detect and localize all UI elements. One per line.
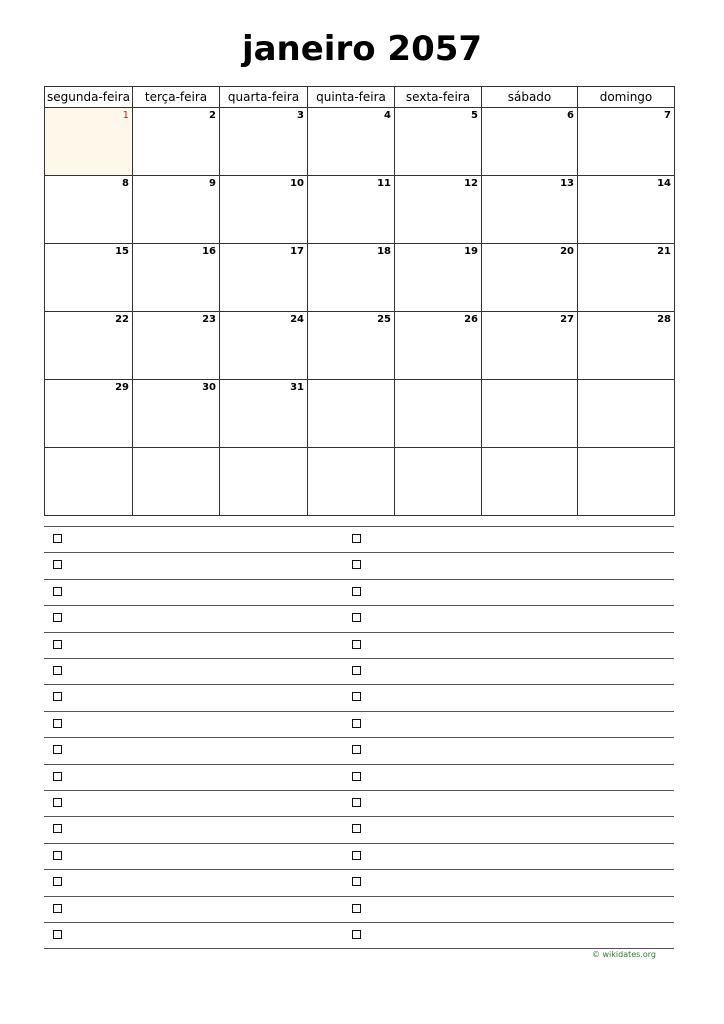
week-row bbox=[45, 312, 675, 380]
day-number: 30 bbox=[202, 382, 216, 393]
day-cell-empty bbox=[308, 448, 395, 516]
day-number bbox=[308, 380, 394, 382]
checklist-divider bbox=[44, 737, 674, 738]
day-cell[interactable] bbox=[395, 108, 482, 176]
day-cell-empty bbox=[395, 448, 482, 516]
checkbox[interactable] bbox=[352, 587, 361, 596]
day-number: 13 bbox=[560, 178, 574, 189]
week-row bbox=[45, 244, 675, 312]
day-number bbox=[395, 380, 481, 382]
day-number bbox=[578, 380, 674, 382]
weekday-header: sábado bbox=[482, 87, 578, 108]
checklist-divider bbox=[44, 764, 674, 765]
checklist-divider bbox=[44, 605, 674, 606]
day-cell[interactable] bbox=[220, 380, 308, 448]
checkbox[interactable] bbox=[352, 824, 361, 833]
weekday-header: quarta-feira bbox=[220, 87, 308, 108]
day-number: 20 bbox=[560, 246, 574, 257]
day-cell[interactable] bbox=[133, 244, 220, 312]
day-number bbox=[308, 448, 394, 450]
checkbox[interactable] bbox=[352, 745, 361, 754]
day-number: 3 bbox=[297, 110, 304, 121]
checkbox[interactable] bbox=[352, 719, 361, 728]
checkbox[interactable] bbox=[53, 798, 62, 807]
checkbox[interactable] bbox=[53, 692, 62, 701]
day-number: 1 bbox=[122, 110, 129, 121]
checklist-divider bbox=[44, 843, 674, 844]
day-number: 7 bbox=[664, 110, 671, 121]
day-cell-empty bbox=[578, 380, 675, 448]
checkbox[interactable] bbox=[53, 613, 62, 622]
day-number: 14 bbox=[657, 178, 671, 189]
day-number: 12 bbox=[464, 178, 478, 189]
day-cell-empty bbox=[45, 448, 133, 516]
checklist-divider bbox=[44, 658, 674, 659]
checkbox[interactable] bbox=[53, 851, 62, 860]
checkbox[interactable] bbox=[53, 587, 62, 596]
day-cell[interactable] bbox=[482, 108, 578, 176]
checklist-divider bbox=[44, 816, 674, 817]
day-cell[interactable] bbox=[133, 312, 220, 380]
day-cell[interactable] bbox=[395, 176, 482, 244]
day-number: 16 bbox=[202, 246, 216, 257]
week-row bbox=[45, 108, 675, 176]
day-cell[interactable] bbox=[45, 244, 133, 312]
day-number: 15 bbox=[115, 246, 129, 257]
day-cell[interactable] bbox=[395, 244, 482, 312]
weekday-header: sexta-feira bbox=[395, 87, 482, 108]
calendar-grid bbox=[44, 86, 675, 516]
day-cell[interactable] bbox=[578, 108, 675, 176]
day-number bbox=[482, 380, 577, 382]
checkbox[interactable] bbox=[352, 666, 361, 675]
checkbox[interactable] bbox=[352, 534, 361, 543]
week-row bbox=[45, 176, 675, 244]
day-number bbox=[395, 448, 481, 450]
checkbox[interactable] bbox=[352, 904, 361, 913]
checkbox[interactable] bbox=[352, 877, 361, 886]
footer-credit: © wikidates.org bbox=[591, 950, 656, 959]
checkbox[interactable] bbox=[53, 719, 62, 728]
day-cell[interactable] bbox=[578, 176, 675, 244]
day-cell[interactable] bbox=[482, 312, 578, 380]
checkbox[interactable] bbox=[53, 745, 62, 754]
day-cell[interactable] bbox=[133, 176, 220, 244]
checklist-divider bbox=[44, 684, 674, 685]
day-number: 5 bbox=[471, 110, 478, 121]
checkbox[interactable] bbox=[53, 824, 62, 833]
checklist-divider bbox=[44, 711, 674, 712]
checkbox[interactable] bbox=[53, 772, 62, 781]
day-number: 21 bbox=[657, 246, 671, 257]
day-number: 17 bbox=[290, 246, 304, 257]
day-cell[interactable] bbox=[308, 244, 395, 312]
day-number: 6 bbox=[567, 110, 574, 121]
day-number: 2 bbox=[209, 110, 216, 121]
day-number: 27 bbox=[560, 314, 574, 325]
checkbox[interactable] bbox=[352, 560, 361, 569]
day-number: 4 bbox=[384, 110, 391, 121]
day-cell-empty bbox=[578, 448, 675, 516]
checkbox[interactable] bbox=[53, 904, 62, 913]
page-title: janeiro 2057 bbox=[241, 29, 483, 69]
day-cell[interactable] bbox=[395, 312, 482, 380]
checkbox[interactable] bbox=[352, 692, 361, 701]
day-number bbox=[45, 448, 132, 450]
day-number bbox=[133, 448, 219, 450]
checkbox[interactable] bbox=[53, 666, 62, 675]
checklist-divider bbox=[44, 922, 674, 923]
day-cell[interactable] bbox=[220, 108, 308, 176]
checklist-divider bbox=[44, 632, 674, 633]
day-cell-empty bbox=[482, 380, 578, 448]
day-cell[interactable] bbox=[45, 312, 133, 380]
day-number: 8 bbox=[122, 178, 129, 189]
day-number: 9 bbox=[209, 178, 216, 189]
day-number: 24 bbox=[290, 314, 304, 325]
day-cell[interactable] bbox=[308, 108, 395, 176]
day-number: 29 bbox=[115, 382, 129, 393]
checkbox[interactable] bbox=[352, 772, 361, 781]
day-number bbox=[220, 448, 307, 450]
week-row bbox=[45, 448, 675, 516]
day-number: 22 bbox=[115, 314, 129, 325]
checkbox[interactable] bbox=[352, 798, 361, 807]
checkbox[interactable] bbox=[53, 930, 62, 939]
checklist-divider bbox=[44, 790, 674, 791]
checklist-divider bbox=[44, 869, 674, 870]
checklist-divider bbox=[44, 526, 674, 527]
day-cell[interactable] bbox=[482, 176, 578, 244]
day-cell-empty bbox=[482, 448, 578, 516]
day-number: 11 bbox=[377, 178, 391, 189]
day-cell[interactable] bbox=[220, 176, 308, 244]
checkbox[interactable] bbox=[352, 851, 361, 860]
checkbox[interactable] bbox=[53, 560, 62, 569]
checklist-divider bbox=[44, 579, 674, 580]
day-number: 18 bbox=[377, 246, 391, 257]
weekday-header-row bbox=[45, 87, 675, 108]
weekday-header: domingo bbox=[578, 87, 675, 108]
day-cell-empty bbox=[220, 448, 308, 516]
day-cell[interactable] bbox=[578, 312, 675, 380]
weekday-header: segunda-feira bbox=[45, 87, 133, 108]
week-row bbox=[45, 380, 675, 448]
day-cell[interactable] bbox=[578, 244, 675, 312]
day-cell[interactable] bbox=[220, 312, 308, 380]
day-cell-empty bbox=[308, 380, 395, 448]
day-cell-today[interactable] bbox=[45, 108, 133, 176]
weekday-header: quinta-feira bbox=[308, 87, 395, 108]
day-number: 10 bbox=[290, 178, 304, 189]
checkbox[interactable] bbox=[352, 640, 361, 649]
day-cell[interactable] bbox=[133, 108, 220, 176]
day-cell[interactable] bbox=[308, 312, 395, 380]
day-number: 28 bbox=[657, 314, 671, 325]
day-number bbox=[578, 448, 674, 450]
day-cell[interactable] bbox=[45, 380, 133, 448]
day-cell-empty bbox=[133, 448, 220, 516]
checkbox[interactable] bbox=[53, 877, 62, 886]
checkbox[interactable] bbox=[53, 640, 62, 649]
checklist-divider bbox=[44, 552, 674, 553]
day-cell[interactable] bbox=[482, 244, 578, 312]
day-cell[interactable] bbox=[220, 244, 308, 312]
checkbox[interactable] bbox=[53, 534, 62, 543]
day-number: 19 bbox=[464, 246, 478, 257]
day-cell[interactable] bbox=[45, 176, 133, 244]
day-number: 31 bbox=[290, 382, 304, 393]
day-number: 26 bbox=[464, 314, 478, 325]
checklist-divider bbox=[44, 948, 674, 949]
day-cell[interactable] bbox=[133, 380, 220, 448]
day-number bbox=[482, 448, 577, 450]
day-number: 25 bbox=[377, 314, 391, 325]
weekday-header: terça-feira bbox=[133, 87, 220, 108]
checkbox[interactable] bbox=[352, 930, 361, 939]
checkbox[interactable] bbox=[352, 613, 361, 622]
day-cell[interactable] bbox=[308, 176, 395, 244]
checklist-divider bbox=[44, 896, 674, 897]
day-number: 23 bbox=[202, 314, 216, 325]
day-cell-empty bbox=[395, 380, 482, 448]
